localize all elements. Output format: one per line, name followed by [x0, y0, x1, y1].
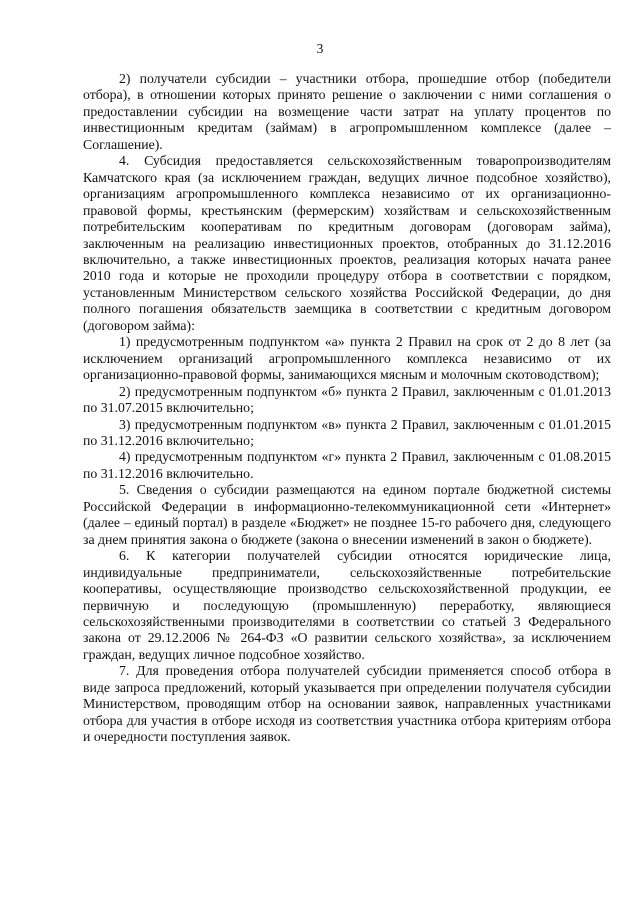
paragraph-4-subsidy: 4. Субсидия предоставляется сельскохозяйственным товаропроизводителям Камчатского края (за исключением граждан, ведущих личное подсобное хозяйство), организациям агропромышленного комплекса независимо от их организационно-правовой формы, крестьянским (фермерским) хозяйствам и сельскохозяйственным потребительским кооперативам по кредитным договорам (договорам займа), заключенным на реализацию инвестиционных проектов, отобранных до 31.12.2016 включительно, а также инвестиционных проектов, реализация которых начата ранее 2010 года и которые не проходили процедуру отбора в соответствии с порядком, установленным Министерством сельского хозяйства Российской Федерации, до дня полного погашения обязательств заемщика в соответствии с кредитным договором (договором займа): — [83, 153, 611, 333]
paragraph-5-information: 5. Сведения о субсидии размещаются на едином портале бюджетной системы Российской Федерации в информационно-телекоммуникационной сети «Интернет» (далее – единый портал) в разделе «Бюджет» не позднее 15-го рабочего дня, следующего за днем принятия закона о бюджете (закона о внесении изменений в закон о бюджете). — [83, 482, 611, 547]
document-body — [83, 71, 611, 746]
page-number: 3 — [316, 41, 324, 56]
list-item-subparagraph-b: 2) предусмотренным подпунктом «б» пункта 2 Правил, заключенным с 01.01.2013 по 31.07.2015 включительно; — [83, 383, 611, 416]
list-item-subparagraph-v: 3) предусмотренным подпунктом «в» пункта 2 Правил, заключенным с 01.01.2015 по 31.12.2016 включительно; — [83, 416, 611, 448]
list-item-subparagraph-a: 1) предусмотренным подпунктом «а» пункта 2 Правил на срок от 2 до 8 лет (за исключением организаций агропромышленного комплекса независимо от их организационно-правовой формы, занимающихся мясным и молочным скотоводством); — [83, 334, 611, 383]
list-item-subparagraph-g: 4) предусмотренным подпунктом «г» пункта 2 Правил, заключенным с 01.08.2015 по 31.12.2016 включительно. — [83, 449, 611, 481]
paragraph-6-categories: 6. К категории получателей субсидии относятся юридические лица, индивидуальные предприниматели, сельскохозяйственные потребительские кооперативы, осуществляющие производство сельскохозяйственной продукции, ее первичную и последующую (промышленную) переработку, являющиеся сельскохозяйственными производителями в соответствии со статьей 3 Федерального закона от 29.12.2006 № 264-ФЗ «О развитии сельского хозяйства», за исключением граждан, ведущих личное подсобное хозяйство. — [83, 548, 611, 662]
paragraph-7-selection: 7. Для проведения отбора получателей субсидии применяется способ отбора в виде запроса предложений, который указывается при определении получателя субсидии Министерством, проводящим отбор на основании заявок, направленных участниками отбора для участия в отборе исходя из соответствия участника отбора критериям отбора и очередности поступления заявок. — [83, 663, 611, 745]
paragraph-2-recipients: 2) получатели субсидии – участники отбора, прошедшие отбор (победители отбора), в отношении которых принято решение о заключении с ними соглашения о предоставлении субсидии на возмещение части затрат на уплату процентов по инвестиционным кредитам (займам) в агропромышленном комплексе (далее – Соглашение). — [83, 71, 611, 152]
